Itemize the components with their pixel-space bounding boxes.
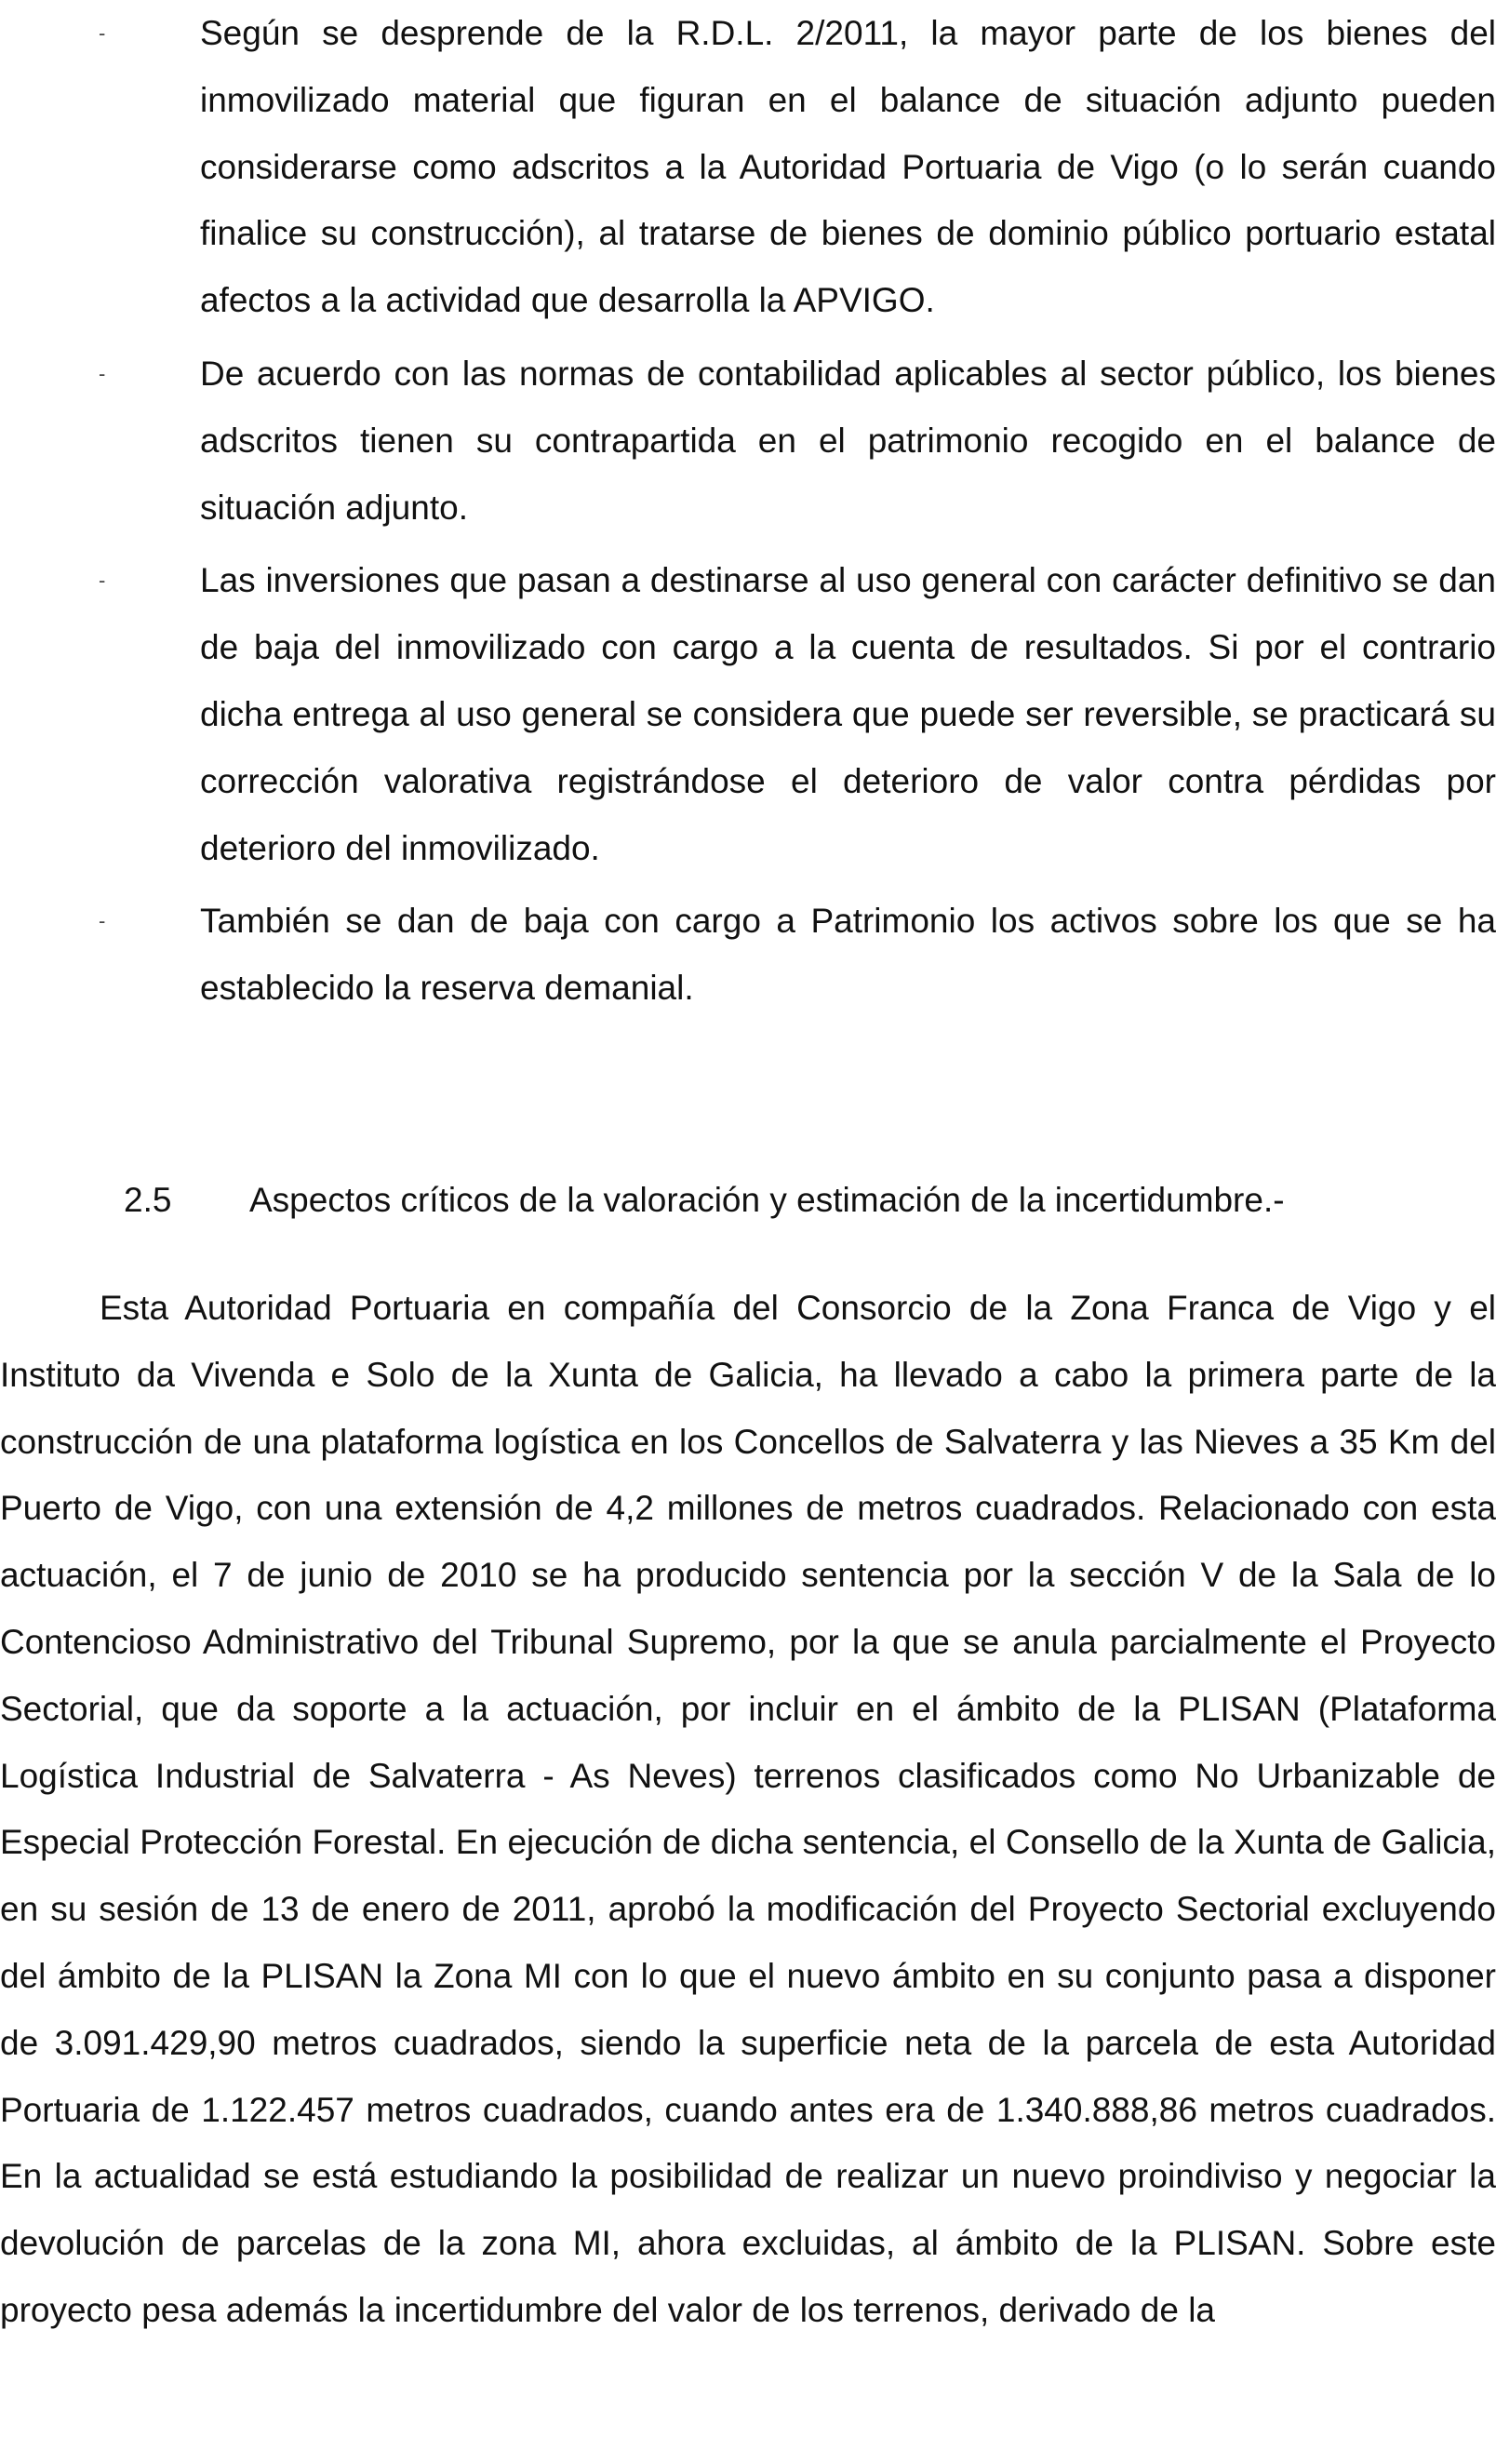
bullet-dash: - bbox=[99, 361, 106, 385]
section-heading bbox=[124, 1167, 1285, 1234]
section-title: Aspectos críticos de la valoración y estimación de la incertidumbre.- bbox=[249, 1181, 1285, 1219]
bullet-dash: - bbox=[99, 21, 106, 45]
bullet-text: También se dan de baja con cargo a Patrimonio los activos sobre los que se ha establecido la reserva demanial. bbox=[200, 902, 1496, 1008]
body-paragraph: Esta Autoridad Portuaria en compañía del Consorcio de la Zona Franca de Vigo y el Instituto da Vivenda e Solo de la Xunta de Galicia, ha llevado a cabo la primera parte de la construcción de una plataforma logística en los Concellos de Salvaterra y las Nieves a 35 Km del Puerto de Vigo, con una extensión de 4,2 millones de metros cuadrados. Relacionado con esta actuación, el 7 de junio de 2010 se ha producido sentencia por la sección V de la Sala de lo Contencioso Administrativo del Tribunal Supremo, por la que se anula parcialmente el Proyecto Sectorial, que da soporte a la actuación, por incluir en el ámbito de la PLISAN (Plataforma Logística Industrial de Salvaterra - As Neves) terrenos clasificados como No Urbanizable de Especial Protección Forestal. En ejecución de dicha sentencia, el Consello de la Xunta de Galicia, en su sesión de 13 de enero de 2011, aprobó la modificación del Proyecto Sectorial excluyendo del ámbito de la PLISAN la Zona MI con lo que el nuevo ámbito en su conjunto pasa a disponer de 3.091.429,90 metros cuadrados, siendo la superficie neta de la parcela de esta Autoridad Portuaria de 1.122.457 metros cuadrados, cuando antes era de 1.340.888,86 metros cuadrados. En la actualidad se está estudiando la posibilidad de realizar un nuevo proindiviso y negociar la devolución de parcelas de la zona MI, ahora excluidas, al ámbito de la PLISAN. Sobre este proyecto pesa además la incertidumbre del valor de los terrenos, derivado de la bbox=[0, 1289, 1496, 2329]
section-number: 2.5 bbox=[124, 1181, 172, 1219]
bullet-list bbox=[0, 0, 1496, 1022]
bullet-item bbox=[0, 0, 1496, 334]
bullet-dash: - bbox=[99, 569, 106, 593]
bullet-item bbox=[0, 547, 1496, 881]
bullet-text: Según se desprende de la R.D.L. 2/2011, la mayor parte de los bienes del inmovilizado material que figuran en el balance de situación adjunto pueden considerarse como adscritos a la Autoridad Portuaria de Vigo (o lo serán cuando finalice su construcción), al tratarse de bienes de dominio público portuario estatal afectos a la actividad que desarrolla la APVIGO. bbox=[200, 14, 1496, 320]
bullet-text: De acuerdo con las normas de contabilidad aplicables al sector público, los bienes adscritos tienen su contrapartida en el patrimonio recogido en el balance de situación adjunto. bbox=[200, 354, 1496, 527]
bullet-item bbox=[0, 341, 1496, 541]
bullet-item bbox=[0, 888, 1496, 1022]
bullet-dash: - bbox=[99, 909, 106, 933]
bullet-text: Las inversiones que pasan a destinarse al uso general con carácter definitivo se dan de baja del inmovilizado con cargo a la cuenta de resultados. Si por el contrario dicha entrega al uso general se considera que puede ser reversible, se practicará su corrección valorativa registrándose el deterioro de valor contra pérdidas por deterioro del inmovilizado. bbox=[200, 561, 1496, 867]
